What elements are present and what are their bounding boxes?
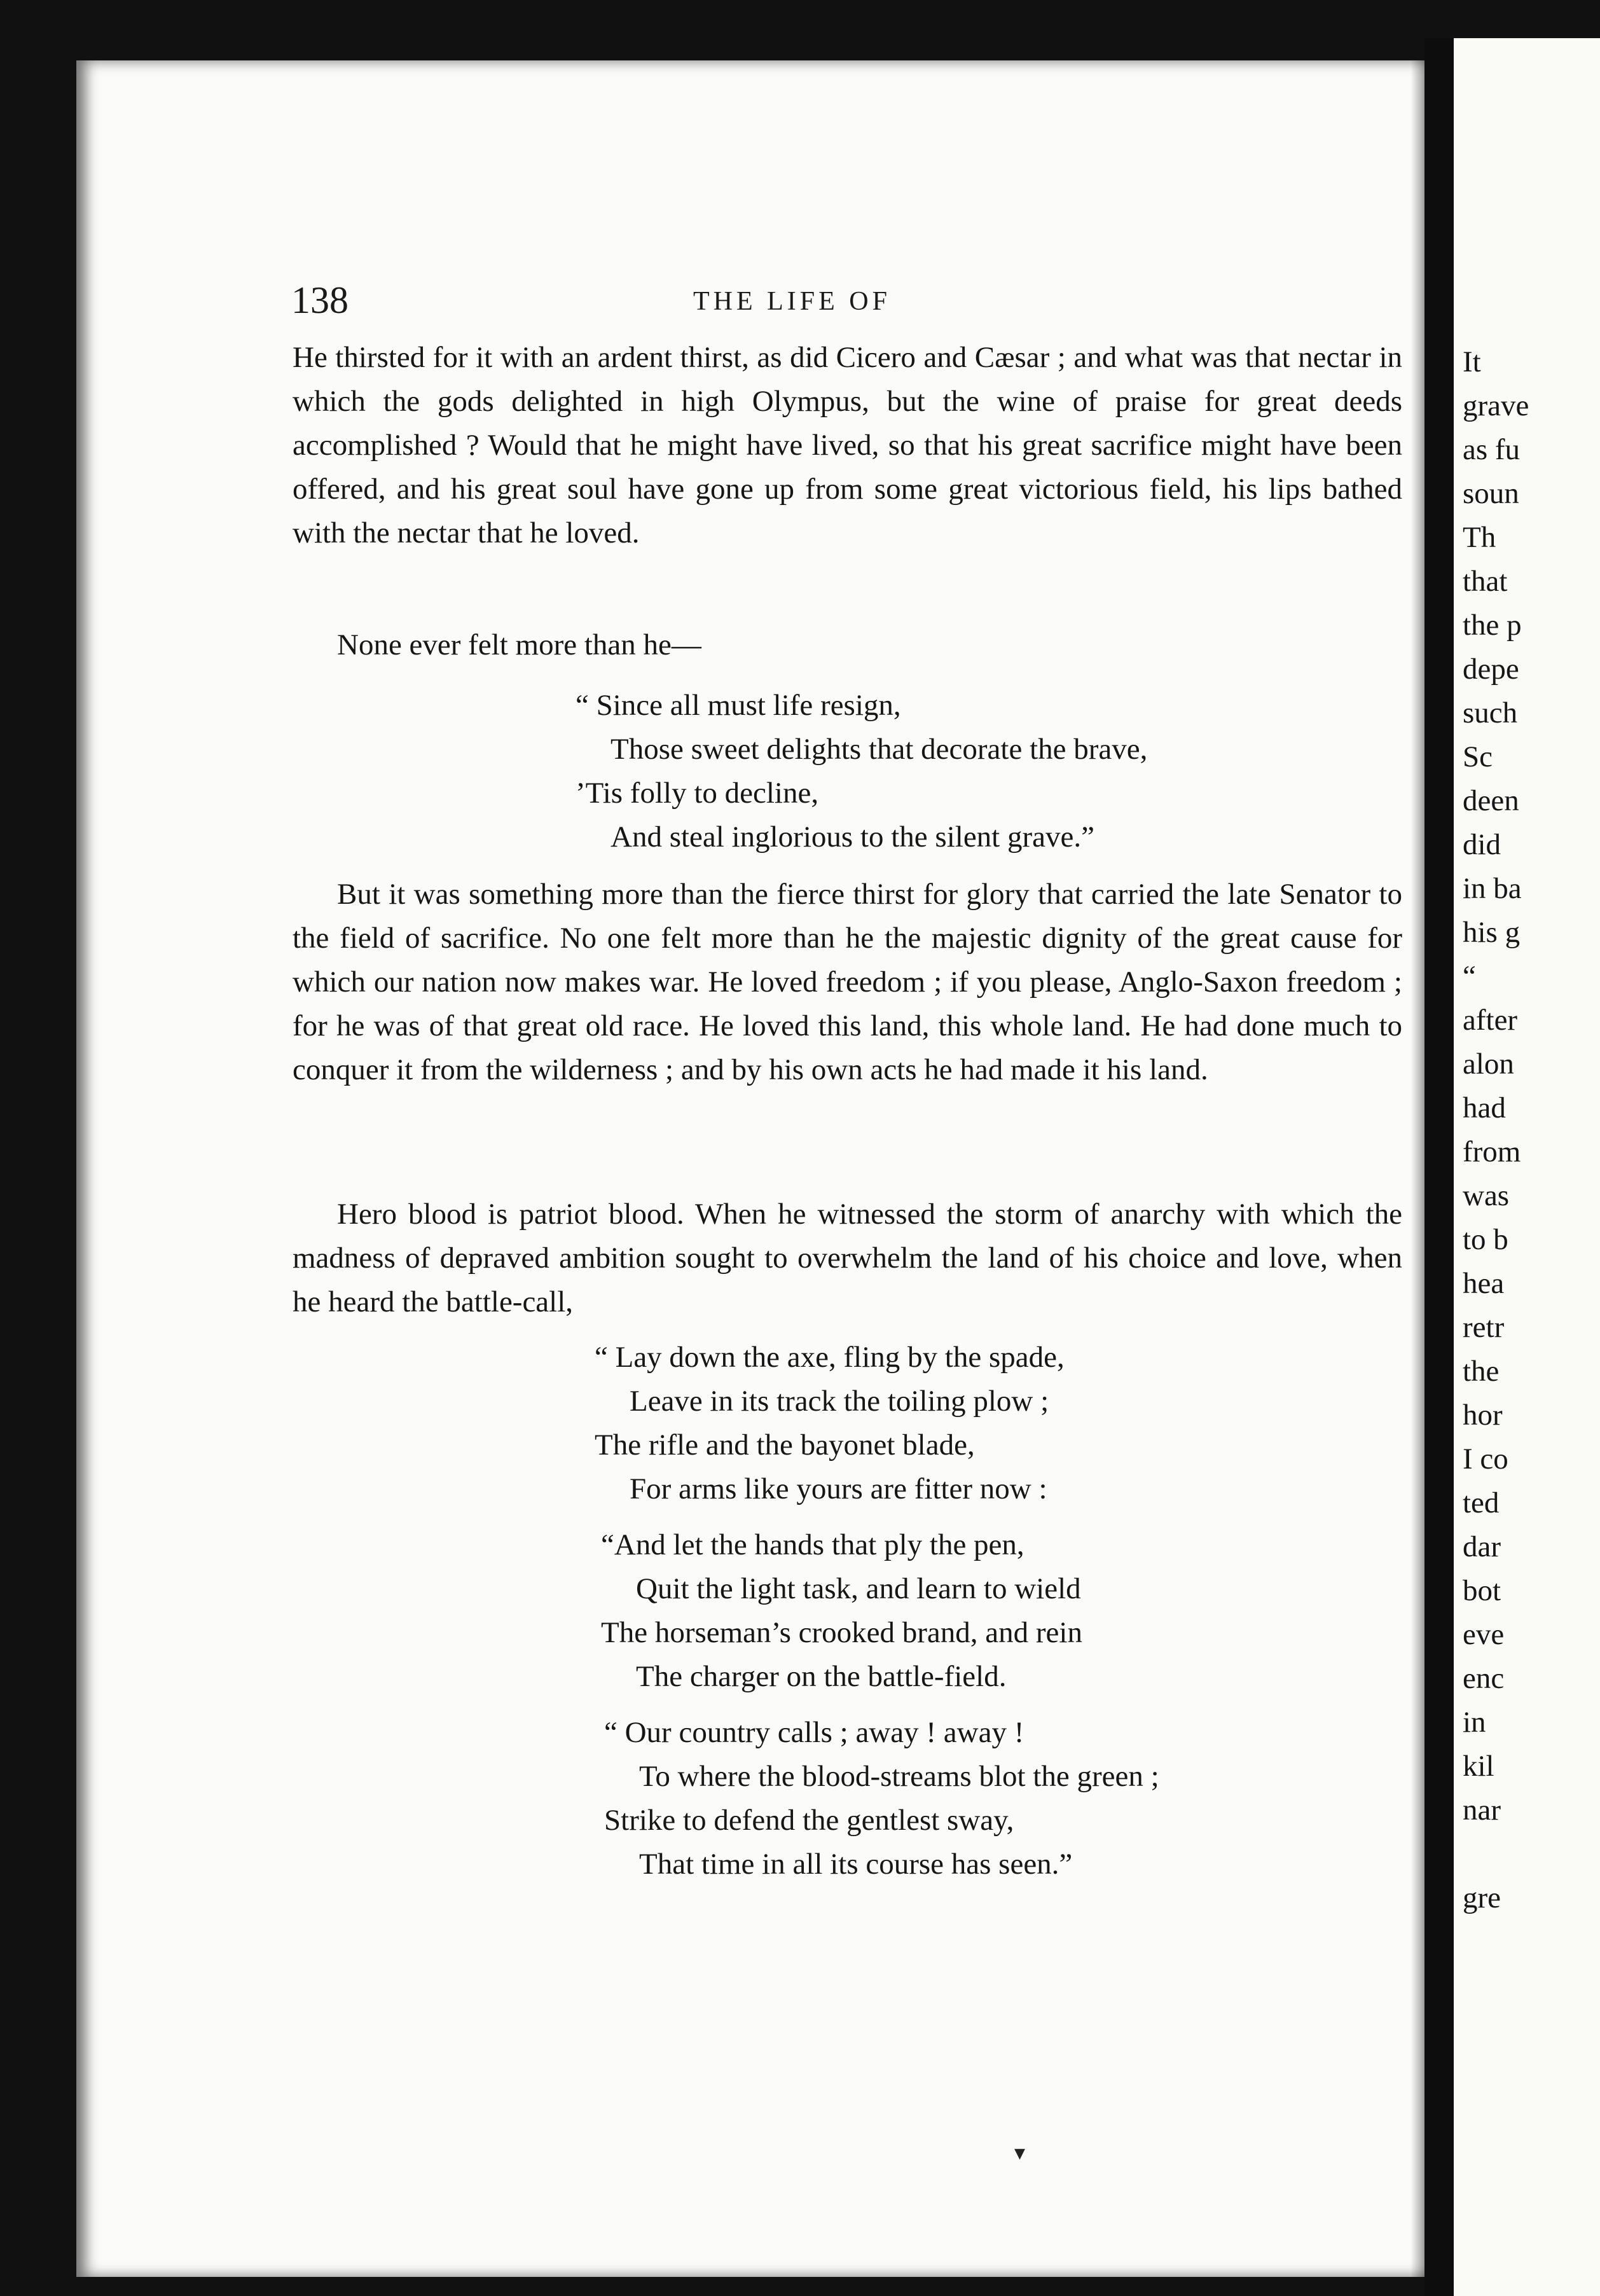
verse-4-line-2: To where the blood-streams blot the green ; [639, 1760, 1159, 1793]
right-line: alon [1463, 1048, 1514, 1081]
running-head [0, 210, 1600, 321]
right-line: deen [1463, 784, 1519, 817]
right-line: in ba [1463, 872, 1522, 905]
right-line: that [1463, 565, 1508, 598]
paragraph-4 [293, 1193, 1402, 1324]
verse-3 [601, 1523, 1082, 1699]
paragraph-1 [293, 336, 1402, 555]
right-line: dar [1463, 1530, 1501, 1563]
verse-2-line-2: Leave in its track the toiling plow ; [630, 1385, 1049, 1418]
right-line: hor [1463, 1399, 1503, 1432]
right-line: from [1463, 1135, 1521, 1168]
right-line: the p [1463, 609, 1522, 642]
right-line: ted [1463, 1486, 1500, 1519]
paragraph-4-text: Hero blood is patriot blood. When he witnessed the storm of anarchy with which the madness of depraved ambition sought to overwhelm the land of his choice and love, when he heard the battle-call, [293, 1198, 1402, 1318]
verse-2 [595, 1336, 1065, 1511]
running-title: THE LIFE OF [693, 287, 891, 316]
right-line: did [1463, 828, 1501, 861]
right-line: kil [1463, 1750, 1494, 1783]
book-gutter [1424, 38, 1454, 2296]
right-line: to b [1463, 1223, 1508, 1256]
verse-4-line-4: That time in all its course has seen.” [639, 1848, 1073, 1881]
right-line: his g [1463, 916, 1521, 949]
verse-4-line-3: Strike to defend the gentlest sway, [604, 1804, 1014, 1837]
right-line: enc [1463, 1662, 1505, 1695]
verse-4-line-1: “ Our country calls ; away ! away ! [604, 1716, 1024, 1749]
right-line: depe [1463, 653, 1519, 686]
right-line: Th [1463, 521, 1496, 554]
right-line: was [1463, 1179, 1510, 1212]
right-line: nar [1463, 1794, 1501, 1827]
paragraph-3 [293, 873, 1402, 1092]
paragraph-3-text: But it was something more than the fierce thirst for glory that carried the late Senator to the field of sacrifice. No one felt more than he the majestic dignity of the great cause for which our nation now makes war. He loved freedom ; if you please, Anglo-Saxon freedom ; for he was of that great old race. He loved this land, this whole land. He had done much to conquer it from the wilderness ; and by his own acts he had made it his land. [293, 878, 1402, 1086]
verse-4 [604, 1711, 1159, 1886]
verse-1-line-3: ’Tis folly to decline, [576, 777, 819, 810]
right-line [1463, 1832, 1529, 1876]
verse-3-line-2: Quit the light task, and learn to wield [636, 1572, 1081, 1605]
right-line: gre [1463, 1881, 1501, 1914]
right-line: grave [1463, 389, 1529, 422]
right-line: Sc [1463, 740, 1493, 773]
verse-1 [576, 684, 1147, 859]
verse-2-line-4: For arms like yours are fitter now : [630, 1472, 1047, 1505]
right-line: in [1463, 1706, 1486, 1739]
paragraph-1-text: He thirsted for it with an ardent thirst, as did Cicero and Cæsar ; and what was that nectar in which the gods delighted in high Olympus, but the wine of praise for great deeds accomplished ? Would that he might have lived, so that his great sacrifice might have been offered, and his great soul have gone up from some great victorious field, his lips bathed with the nectar that he loved. [293, 341, 1402, 550]
right-line: soun [1463, 477, 1519, 510]
paragraph-2-text: None ever felt more than he— [337, 628, 701, 661]
verse-3-line-4: The charger on the battle-field. [636, 1660, 1007, 1693]
verse-3-line-1: “And let the hands that ply the pen, [601, 1528, 1024, 1561]
right-line: the [1463, 1355, 1500, 1388]
right-line: bot [1463, 1574, 1501, 1607]
paragraph-2 [293, 623, 1402, 667]
right-line: It [1463, 345, 1481, 378]
verse-1-line-4: And steal inglorious to the silent grave.” [610, 820, 1094, 854]
right-line: such [1463, 696, 1518, 730]
right-line: retr [1463, 1311, 1505, 1344]
right-line: as fu [1463, 433, 1521, 466]
print-speck: ▾ [1014, 2141, 1026, 2165]
page-number: 138 [291, 279, 348, 321]
right-line: after [1463, 1004, 1518, 1037]
verse-3-line-3: The horseman’s crooked brand, and rein [601, 1616, 1082, 1649]
right-line: “ [1463, 960, 1476, 993]
right-line: had [1463, 1091, 1506, 1124]
right-page-text [1463, 340, 1529, 1920]
right-line: eve [1463, 1618, 1505, 1651]
verse-2-line-1: “ Lay down the axe, fling by the spade, [595, 1341, 1065, 1374]
right-line: I co [1463, 1442, 1508, 1476]
verse-1-line-1: “ Since all must life resign, [576, 689, 901, 722]
verse-1-line-2: Those sweet delights that decorate the brave, [610, 733, 1148, 766]
verse-2-line-3: The rifle and the bayonet blade, [595, 1428, 975, 1462]
right-line: hea [1463, 1267, 1505, 1300]
